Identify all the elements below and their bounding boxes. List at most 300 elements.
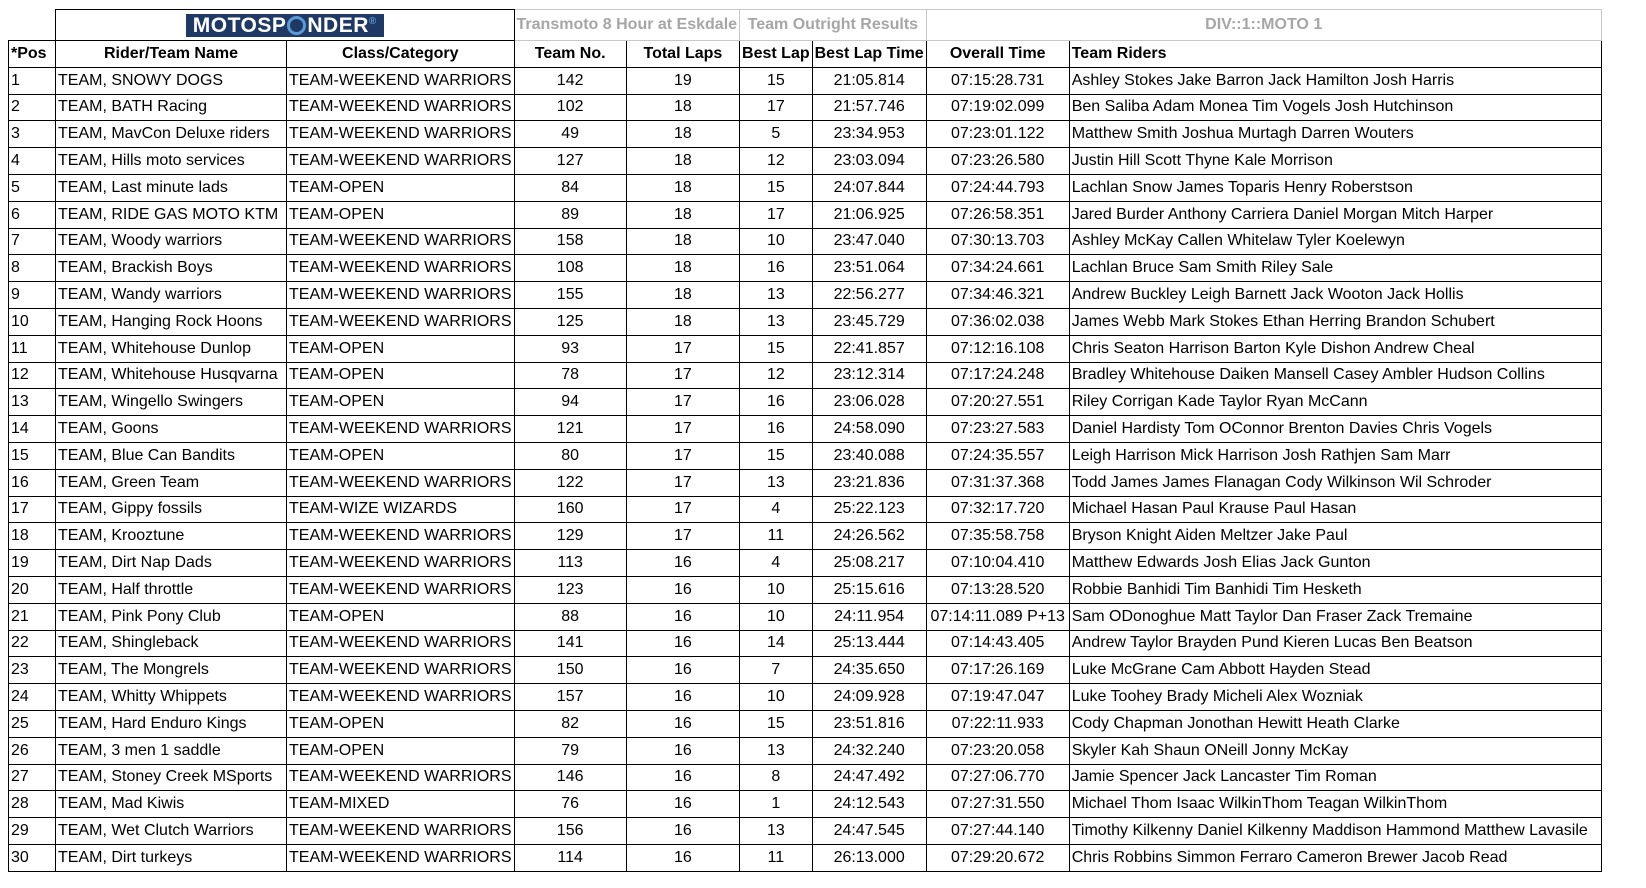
table-row [9, 469, 1602, 496]
cell-class: TEAM-WEEKEND WARRIORS [287, 818, 515, 845]
table-row [9, 282, 1602, 309]
cell-best-lap: 10 [740, 684, 813, 711]
cell-total-laps: 17 [626, 335, 739, 362]
cell-best-lap: 13 [740, 469, 813, 496]
cell-class: TEAM-WEEKEND WARRIORS [287, 844, 515, 871]
cell-total-laps: 18 [626, 121, 739, 148]
cell-overall-time: 07:27:44.140 [926, 818, 1069, 845]
cell-class: TEAM-OPEN [287, 442, 515, 469]
cell-overall-time: 07:14:11.089 P+13 [926, 603, 1069, 630]
cell-team-riders: Andrew Buckley Leigh Barnett Jack Wooton Jack Hollis [1069, 282, 1601, 309]
cell-pos: 26 [9, 737, 56, 764]
cell-team-no: 121 [514, 416, 626, 443]
cell-team-riders: Luke McGrane Cam Abbott Hayden Stead [1069, 657, 1601, 684]
cell-class: TEAM-WEEKEND WARRIORS [287, 630, 515, 657]
cell-pos: 17 [9, 496, 56, 523]
cell-class: TEAM-WEEKEND WARRIORS [287, 469, 515, 496]
table-row [9, 67, 1602, 94]
cell-pos: 14 [9, 416, 56, 443]
cell-best-lap-time: 23:34.953 [812, 121, 926, 148]
cell-pos: 5 [9, 174, 56, 201]
cell-team-riders: Lachlan Bruce Sam Smith Riley Sale [1069, 255, 1601, 282]
cell-class: TEAM-OPEN [287, 710, 515, 737]
cell-best-lap-time: 26:13.000 [812, 844, 926, 871]
cell-total-laps: 18 [626, 228, 739, 255]
cell-team-name: TEAM, Hills moto services [56, 148, 287, 175]
cell-team-riders: Bradley Whitehouse Daiken Mansell Casey Ambler Hudson Collins [1069, 362, 1601, 389]
cell-team-no: 129 [514, 523, 626, 550]
cell-team-name: TEAM, Woody warriors [56, 228, 287, 255]
table-row [9, 94, 1602, 121]
cell-class: TEAM-OPEN [287, 174, 515, 201]
cell-overall-time: 07:13:28.520 [926, 576, 1069, 603]
cell-total-laps: 18 [626, 201, 739, 228]
cell-best-lap-time: 24:07.844 [812, 174, 926, 201]
table-row [9, 844, 1602, 871]
cell-pos: 18 [9, 523, 56, 550]
cell-team-riders: Jared Burder Anthony Carriera Daniel Morgan Mitch Harper [1069, 201, 1601, 228]
cell-overall-time: 07:23:20.058 [926, 737, 1069, 764]
cell-class: TEAM-WEEKEND WARRIORS [287, 684, 515, 711]
cell-team-no: 78 [514, 362, 626, 389]
cell-overall-time: 07:15:28.731 [926, 67, 1069, 94]
col-header-total-laps: Total Laps [626, 41, 739, 68]
cell-best-lap: 15 [740, 67, 813, 94]
cell-overall-time: 07:17:26.169 [926, 657, 1069, 684]
cell-total-laps: 17 [626, 416, 739, 443]
cell-best-lap: 7 [740, 657, 813, 684]
cell-best-lap-time: 24:47.492 [812, 764, 926, 791]
cell-overall-time: 07:31:37.368 [926, 469, 1069, 496]
cell-class: TEAM-OPEN [287, 362, 515, 389]
cell-team-no: 49 [514, 121, 626, 148]
table-row [9, 764, 1602, 791]
cell-team-no: 84 [514, 174, 626, 201]
cell-overall-time: 07:19:47.047 [926, 684, 1069, 711]
cell-team-riders: Michael Hasan Paul Krause Paul Hasan [1069, 496, 1601, 523]
col-header-best-lap-time: Best Lap Time [812, 41, 926, 68]
cell-total-laps: 17 [626, 469, 739, 496]
table-row [9, 335, 1602, 362]
table-row [9, 550, 1602, 577]
cell-overall-time: 07:24:35.557 [926, 442, 1069, 469]
cell-overall-time: 07:32:17.720 [926, 496, 1069, 523]
event-name: Transmoto 8 Hour at Eskdale [514, 10, 740, 41]
cell-team-no: 125 [514, 308, 626, 335]
cell-pos: 19 [9, 550, 56, 577]
cell-total-laps: 16 [626, 844, 739, 871]
cell-team-no: 142 [514, 67, 626, 94]
cell-pos: 8 [9, 255, 56, 282]
table-row [9, 148, 1602, 175]
cell-total-laps: 17 [626, 389, 739, 416]
table-row [9, 791, 1602, 818]
cell-team-name: TEAM, Whitehouse Husqvarna [56, 362, 287, 389]
cell-total-laps: 18 [626, 282, 739, 309]
cell-team-riders: Robbie Banhidi Tim Banhidi Tim Hesketh [1069, 576, 1601, 603]
table-row [9, 174, 1602, 201]
cell-class: TEAM-WEEKEND WARRIORS [287, 576, 515, 603]
cell-pos: 25 [9, 710, 56, 737]
cell-pos: 3 [9, 121, 56, 148]
cell-pos: 6 [9, 201, 56, 228]
cell-total-laps: 16 [626, 684, 739, 711]
cell-overall-time: 07:27:06.770 [926, 764, 1069, 791]
cell-pos: 15 [9, 442, 56, 469]
cell-team-riders: Riley Corrigan Kade Taylor Ryan McCann [1069, 389, 1601, 416]
cell-best-lap-time: 23:45.729 [812, 308, 926, 335]
cell-team-name: TEAM, Brackish Boys [56, 255, 287, 282]
cell-total-laps: 16 [626, 737, 739, 764]
cell-class: TEAM-MIXED [287, 791, 515, 818]
cell-team-riders: Ben Saliba Adam Monea Tim Vogels Josh Hutchinson [1069, 94, 1601, 121]
cell-best-lap-time: 23:47.040 [812, 228, 926, 255]
cell-overall-time: 07:23:27.583 [926, 416, 1069, 443]
cell-total-laps: 17 [626, 523, 739, 550]
cell-class: TEAM-WEEKEND WARRIORS [287, 94, 515, 121]
cell-team-name: TEAM, Wandy warriors [56, 282, 287, 309]
cell-best-lap-time: 21:57.746 [812, 94, 926, 121]
cell-total-laps: 16 [626, 764, 739, 791]
cell-team-no: 158 [514, 228, 626, 255]
cell-pos: 4 [9, 148, 56, 175]
cell-team-name: TEAM, Hard Enduro Kings [56, 710, 287, 737]
table-row [9, 201, 1602, 228]
table-row [9, 576, 1602, 603]
cell-best-lap-time: 24:09.928 [812, 684, 926, 711]
cell-total-laps: 18 [626, 308, 739, 335]
cell-best-lap-time: 23:03.094 [812, 148, 926, 175]
cell-team-no: 93 [514, 335, 626, 362]
table-row [9, 362, 1602, 389]
cell-pos: 27 [9, 764, 56, 791]
cell-class: TEAM-OPEN [287, 201, 515, 228]
cell-best-lap-time: 24:58.090 [812, 416, 926, 443]
cell-team-name: TEAM, Half throttle [56, 576, 287, 603]
cell-best-lap: 13 [740, 308, 813, 335]
cell-pos: 22 [9, 630, 56, 657]
cell-best-lap: 11 [740, 523, 813, 550]
cell-best-lap-time: 24:26.562 [812, 523, 926, 550]
motosponder-logo: MOTOSP NDER® [56, 10, 515, 41]
cell-team-riders: James Webb Mark Stokes Ethan Herring Brandon Schubert [1069, 308, 1601, 335]
cell-team-no: 102 [514, 94, 626, 121]
header-banner-row [9, 10, 1602, 41]
cell-best-lap-time: 25:22.123 [812, 496, 926, 523]
cell-team-name: TEAM, Whitehouse Dunlop [56, 335, 287, 362]
cell-pos: 2 [9, 94, 56, 121]
cell-total-laps: 19 [626, 67, 739, 94]
col-header-overall-time: Overall Time [926, 41, 1069, 68]
cell-best-lap-time: 21:05.814 [812, 67, 926, 94]
cell-class: TEAM-WEEKEND WARRIORS [287, 308, 515, 335]
cell-best-lap-time: 24:35.650 [812, 657, 926, 684]
cell-total-laps: 16 [626, 630, 739, 657]
results-sheet [8, 9, 1602, 872]
cell-team-name: TEAM, Last minute lads [56, 174, 287, 201]
results-table [8, 9, 1602, 872]
cell-team-no: 114 [514, 844, 626, 871]
cell-best-lap-time: 21:06.925 [812, 201, 926, 228]
cell-overall-time: 07:22:11.933 [926, 710, 1069, 737]
cell-team-riders: Todd James James Flanagan Cody Wilkinson Wil Schroder [1069, 469, 1601, 496]
cell-team-name: TEAM, Dirt Nap Dads [56, 550, 287, 577]
cell-team-riders: Bryson Knight Aiden Meltzer Jake Paul [1069, 523, 1601, 550]
cell-team-name: TEAM, Krooztune [56, 523, 287, 550]
cell-best-lap-time: 25:13.444 [812, 630, 926, 657]
table-row [9, 657, 1602, 684]
column-header-row [9, 41, 1602, 68]
cell-overall-time: 07:24:44.793 [926, 174, 1069, 201]
cell-class: TEAM-WEEKEND WARRIORS [287, 657, 515, 684]
cell-team-riders: Chris Seaton Harrison Barton Kyle Dishon Andrew Cheal [1069, 335, 1601, 362]
cell-best-lap: 13 [740, 737, 813, 764]
table-row [9, 416, 1602, 443]
cell-team-name: TEAM, MavCon Deluxe riders [56, 121, 287, 148]
cell-best-lap-time: 24:32.240 [812, 737, 926, 764]
cell-total-laps: 16 [626, 603, 739, 630]
table-row [9, 818, 1602, 845]
cell-best-lap-time: 24:47.545 [812, 818, 926, 845]
cell-best-lap: 15 [740, 442, 813, 469]
cell-team-no: 113 [514, 550, 626, 577]
cell-team-riders: Matthew Edwards Josh Elias Jack Gunton [1069, 550, 1601, 577]
cell-team-no: 155 [514, 282, 626, 309]
cell-team-riders: Daniel Hardisty Tom OConnor Brenton Davies Chris Vogels [1069, 416, 1601, 443]
cell-team-riders: Leigh Harrison Mick Harrison Josh Rathjen Sam Marr [1069, 442, 1601, 469]
cell-team-name: TEAM, Wingello Swingers [56, 389, 287, 416]
cell-total-laps: 17 [626, 362, 739, 389]
cell-pos: 29 [9, 818, 56, 845]
cell-total-laps: 18 [626, 174, 739, 201]
cell-best-lap-time: 23:51.064 [812, 255, 926, 282]
cell-overall-time: 07:26:58.351 [926, 201, 1069, 228]
cell-overall-time: 07:27:31.550 [926, 791, 1069, 818]
cell-team-no: 82 [514, 710, 626, 737]
cell-class: TEAM-OPEN [287, 389, 515, 416]
cell-team-no: 76 [514, 791, 626, 818]
cell-team-no: 88 [514, 603, 626, 630]
cell-team-no: 123 [514, 576, 626, 603]
cell-best-lap: 15 [740, 710, 813, 737]
cell-overall-time: 07:36:02.038 [926, 308, 1069, 335]
cell-team-name: TEAM, Shingleback [56, 630, 287, 657]
cell-class: TEAM-WEEKEND WARRIORS [287, 416, 515, 443]
cell-team-no: 157 [514, 684, 626, 711]
cell-team-name: TEAM, Wet Clutch Warriors [56, 818, 287, 845]
cell-team-riders: Luke Toohey Brady Micheli Alex Wozniak [1069, 684, 1601, 711]
cell-team-name: TEAM, Whitty Whippets [56, 684, 287, 711]
cell-team-riders: Michael Thom Isaac WilkinThom Teagan WilkinThom [1069, 791, 1601, 818]
cell-pos: 9 [9, 282, 56, 309]
cell-pos: 11 [9, 335, 56, 362]
table-row [9, 228, 1602, 255]
cell-total-laps: 18 [626, 148, 739, 175]
cell-team-riders: Timothy Kilkenny Daniel Kilkenny Maddison Hammond Matthew Lavasile [1069, 818, 1601, 845]
cell-best-lap: 15 [740, 174, 813, 201]
cell-class: TEAM-WEEKEND WARRIORS [287, 523, 515, 550]
cell-overall-time: 07:35:58.758 [926, 523, 1069, 550]
cell-team-no: 79 [514, 737, 626, 764]
cell-team-name: TEAM, Pink Pony Club [56, 603, 287, 630]
cell-total-laps: 16 [626, 657, 739, 684]
logo-ring-icon [287, 16, 306, 35]
cell-best-lap-time: 23:51.816 [812, 710, 926, 737]
cell-best-lap: 17 [740, 94, 813, 121]
cell-best-lap: 10 [740, 603, 813, 630]
cell-team-no: 160 [514, 496, 626, 523]
cell-team-no: 94 [514, 389, 626, 416]
cell-team-name: TEAM, The Mongrels [56, 657, 287, 684]
cell-total-laps: 16 [626, 818, 739, 845]
cell-team-riders: Andrew Taylor Brayden Pund Kieren Lucas Ben Beatson [1069, 630, 1601, 657]
cell-team-no: 141 [514, 630, 626, 657]
cell-total-laps: 18 [626, 94, 739, 121]
cell-best-lap: 15 [740, 335, 813, 362]
cell-best-lap: 1 [740, 791, 813, 818]
table-row [9, 630, 1602, 657]
cell-pos: 28 [9, 791, 56, 818]
cell-total-laps: 16 [626, 791, 739, 818]
col-header-team-no: Team No. [514, 41, 626, 68]
cell-overall-time: 07:34:46.321 [926, 282, 1069, 309]
cell-overall-time: 07:23:26.580 [926, 148, 1069, 175]
cell-best-lap-time: 23:12.314 [812, 362, 926, 389]
cell-team-name: TEAM, Green Team [56, 469, 287, 496]
cell-team-no: 89 [514, 201, 626, 228]
cell-pos: 10 [9, 308, 56, 335]
table-row [9, 737, 1602, 764]
cell-team-name: TEAM, Stoney Creek MSports [56, 764, 287, 791]
cell-overall-time: 07:20:27.551 [926, 389, 1069, 416]
col-header-pos: *Pos [9, 41, 56, 68]
cell-class: TEAM-OPEN [287, 737, 515, 764]
cell-team-no: 150 [514, 657, 626, 684]
cell-best-lap: 8 [740, 764, 813, 791]
cell-pos: 20 [9, 576, 56, 603]
cell-team-name: TEAM, RIDE GAS MOTO KTM [56, 201, 287, 228]
table-row [9, 255, 1602, 282]
cell-pos: 12 [9, 362, 56, 389]
cell-team-riders: Matthew Smith Joshua Murtagh Darren Wouters [1069, 121, 1601, 148]
cell-team-riders: Ashley Stokes Jake Barron Jack Hamilton Josh Harris [1069, 67, 1601, 94]
cell-team-riders: Ashley McKay Callen Whitelaw Tyler Koelewyn [1069, 228, 1601, 255]
cell-pos: 1 [9, 67, 56, 94]
cell-class: TEAM-WEEKEND WARRIORS [287, 255, 515, 282]
cell-best-lap-time: 23:21.836 [812, 469, 926, 496]
cell-team-riders: Justin Hill Scott Thyne Kale Morrison [1069, 148, 1601, 175]
cell-overall-time: 07:29:20.672 [926, 844, 1069, 871]
cell-overall-time: 07:10:04.410 [926, 550, 1069, 577]
cell-best-lap-time: 25:08.217 [812, 550, 926, 577]
cell-team-riders: Chris Robbins Simmon Ferraro Cameron Brewer Jacob Read [1069, 844, 1601, 871]
cell-overall-time: 07:12:16.108 [926, 335, 1069, 362]
cell-overall-time: 07:14:43.405 [926, 630, 1069, 657]
table-row [9, 496, 1602, 523]
cell-team-riders: Skyler Kah Shaun ONeill Jonny McKay [1069, 737, 1601, 764]
cell-best-lap: 12 [740, 362, 813, 389]
cell-class: TEAM-OPEN [287, 603, 515, 630]
report-name: Team Outright Results [740, 10, 927, 41]
cell-team-name: TEAM, Gippy fossils [56, 496, 287, 523]
cell-best-lap: 10 [740, 576, 813, 603]
cell-pos: 21 [9, 603, 56, 630]
cell-pos: 7 [9, 228, 56, 255]
table-row [9, 523, 1602, 550]
col-header-team-riders: Team Riders [1069, 41, 1601, 68]
cell-team-no: 127 [514, 148, 626, 175]
cell-team-no: 146 [514, 764, 626, 791]
cell-total-laps: 18 [626, 255, 739, 282]
cell-team-no: 156 [514, 818, 626, 845]
cell-best-lap: 16 [740, 416, 813, 443]
table-row [9, 121, 1602, 148]
cell-class: TEAM-WEEKEND WARRIORS [287, 67, 515, 94]
cell-team-name: TEAM, Blue Can Bandits [56, 442, 287, 469]
cell-team-no: 108 [514, 255, 626, 282]
cell-team-name: TEAM, 3 men 1 saddle [56, 737, 287, 764]
cell-best-lap: 5 [740, 121, 813, 148]
cell-total-laps: 16 [626, 710, 739, 737]
cell-best-lap: 14 [740, 630, 813, 657]
cell-class: TEAM-WEEKEND WARRIORS [287, 550, 515, 577]
table-row [9, 710, 1602, 737]
cell-overall-time: 07:19:02.099 [926, 94, 1069, 121]
cell-class: TEAM-WEEKEND WARRIORS [287, 148, 515, 175]
cell-class: TEAM-WIZE WIZARDS [287, 496, 515, 523]
table-row [9, 442, 1602, 469]
cell-team-no: 80 [514, 442, 626, 469]
table-row [9, 389, 1602, 416]
cell-class: TEAM-WEEKEND WARRIORS [287, 764, 515, 791]
cell-team-name: TEAM, Goons [56, 416, 287, 443]
cell-total-laps: 16 [626, 550, 739, 577]
table-row [9, 684, 1602, 711]
cell-class: TEAM-OPEN [287, 335, 515, 362]
cell-best-lap: 11 [740, 844, 813, 871]
cell-team-name: TEAM, Mad Kiwis [56, 791, 287, 818]
col-header-best-lap: Best Lap [740, 41, 813, 68]
cell-team-name: TEAM, Hanging Rock Hoons [56, 308, 287, 335]
cell-team-name: TEAM, SNOWY DOGS [56, 67, 287, 94]
cell-overall-time: 07:30:13.703 [926, 228, 1069, 255]
cell-best-lap-time: 23:06.028 [812, 389, 926, 416]
cell-best-lap: 13 [740, 282, 813, 309]
cell-team-riders: Lachlan Snow James Toparis Henry Roberstson [1069, 174, 1601, 201]
cell-pos: 13 [9, 389, 56, 416]
cell-team-no: 122 [514, 469, 626, 496]
cell-class: TEAM-WEEKEND WARRIORS [287, 282, 515, 309]
cell-best-lap: 16 [740, 255, 813, 282]
cell-team-name: TEAM, Dirt turkeys [56, 844, 287, 871]
cell-team-riders: Cody Chapman Jonothan Hewitt Heath Clarke [1069, 710, 1601, 737]
cell-team-riders: Jamie Spencer Jack Lancaster Tim Roman [1069, 764, 1601, 791]
cell-best-lap: 10 [740, 228, 813, 255]
cell-best-lap-time: 24:11.954 [812, 603, 926, 630]
cell-best-lap-time: 22:41.857 [812, 335, 926, 362]
cell-best-lap: 16 [740, 389, 813, 416]
cell-best-lap: 13 [740, 818, 813, 845]
cell-pos: 23 [9, 657, 56, 684]
table-row [9, 308, 1602, 335]
cell-best-lap-time: 24:12.543 [812, 791, 926, 818]
col-header-name: Rider/Team Name [56, 41, 287, 68]
cell-best-lap-time: 23:40.088 [812, 442, 926, 469]
cell-pos: 24 [9, 684, 56, 711]
cell-pos: 30 [9, 844, 56, 871]
cell-team-riders: Sam ODonoghue Matt Taylor Dan Fraser Zack Tremaine [1069, 603, 1601, 630]
cell-best-lap: 12 [740, 148, 813, 175]
